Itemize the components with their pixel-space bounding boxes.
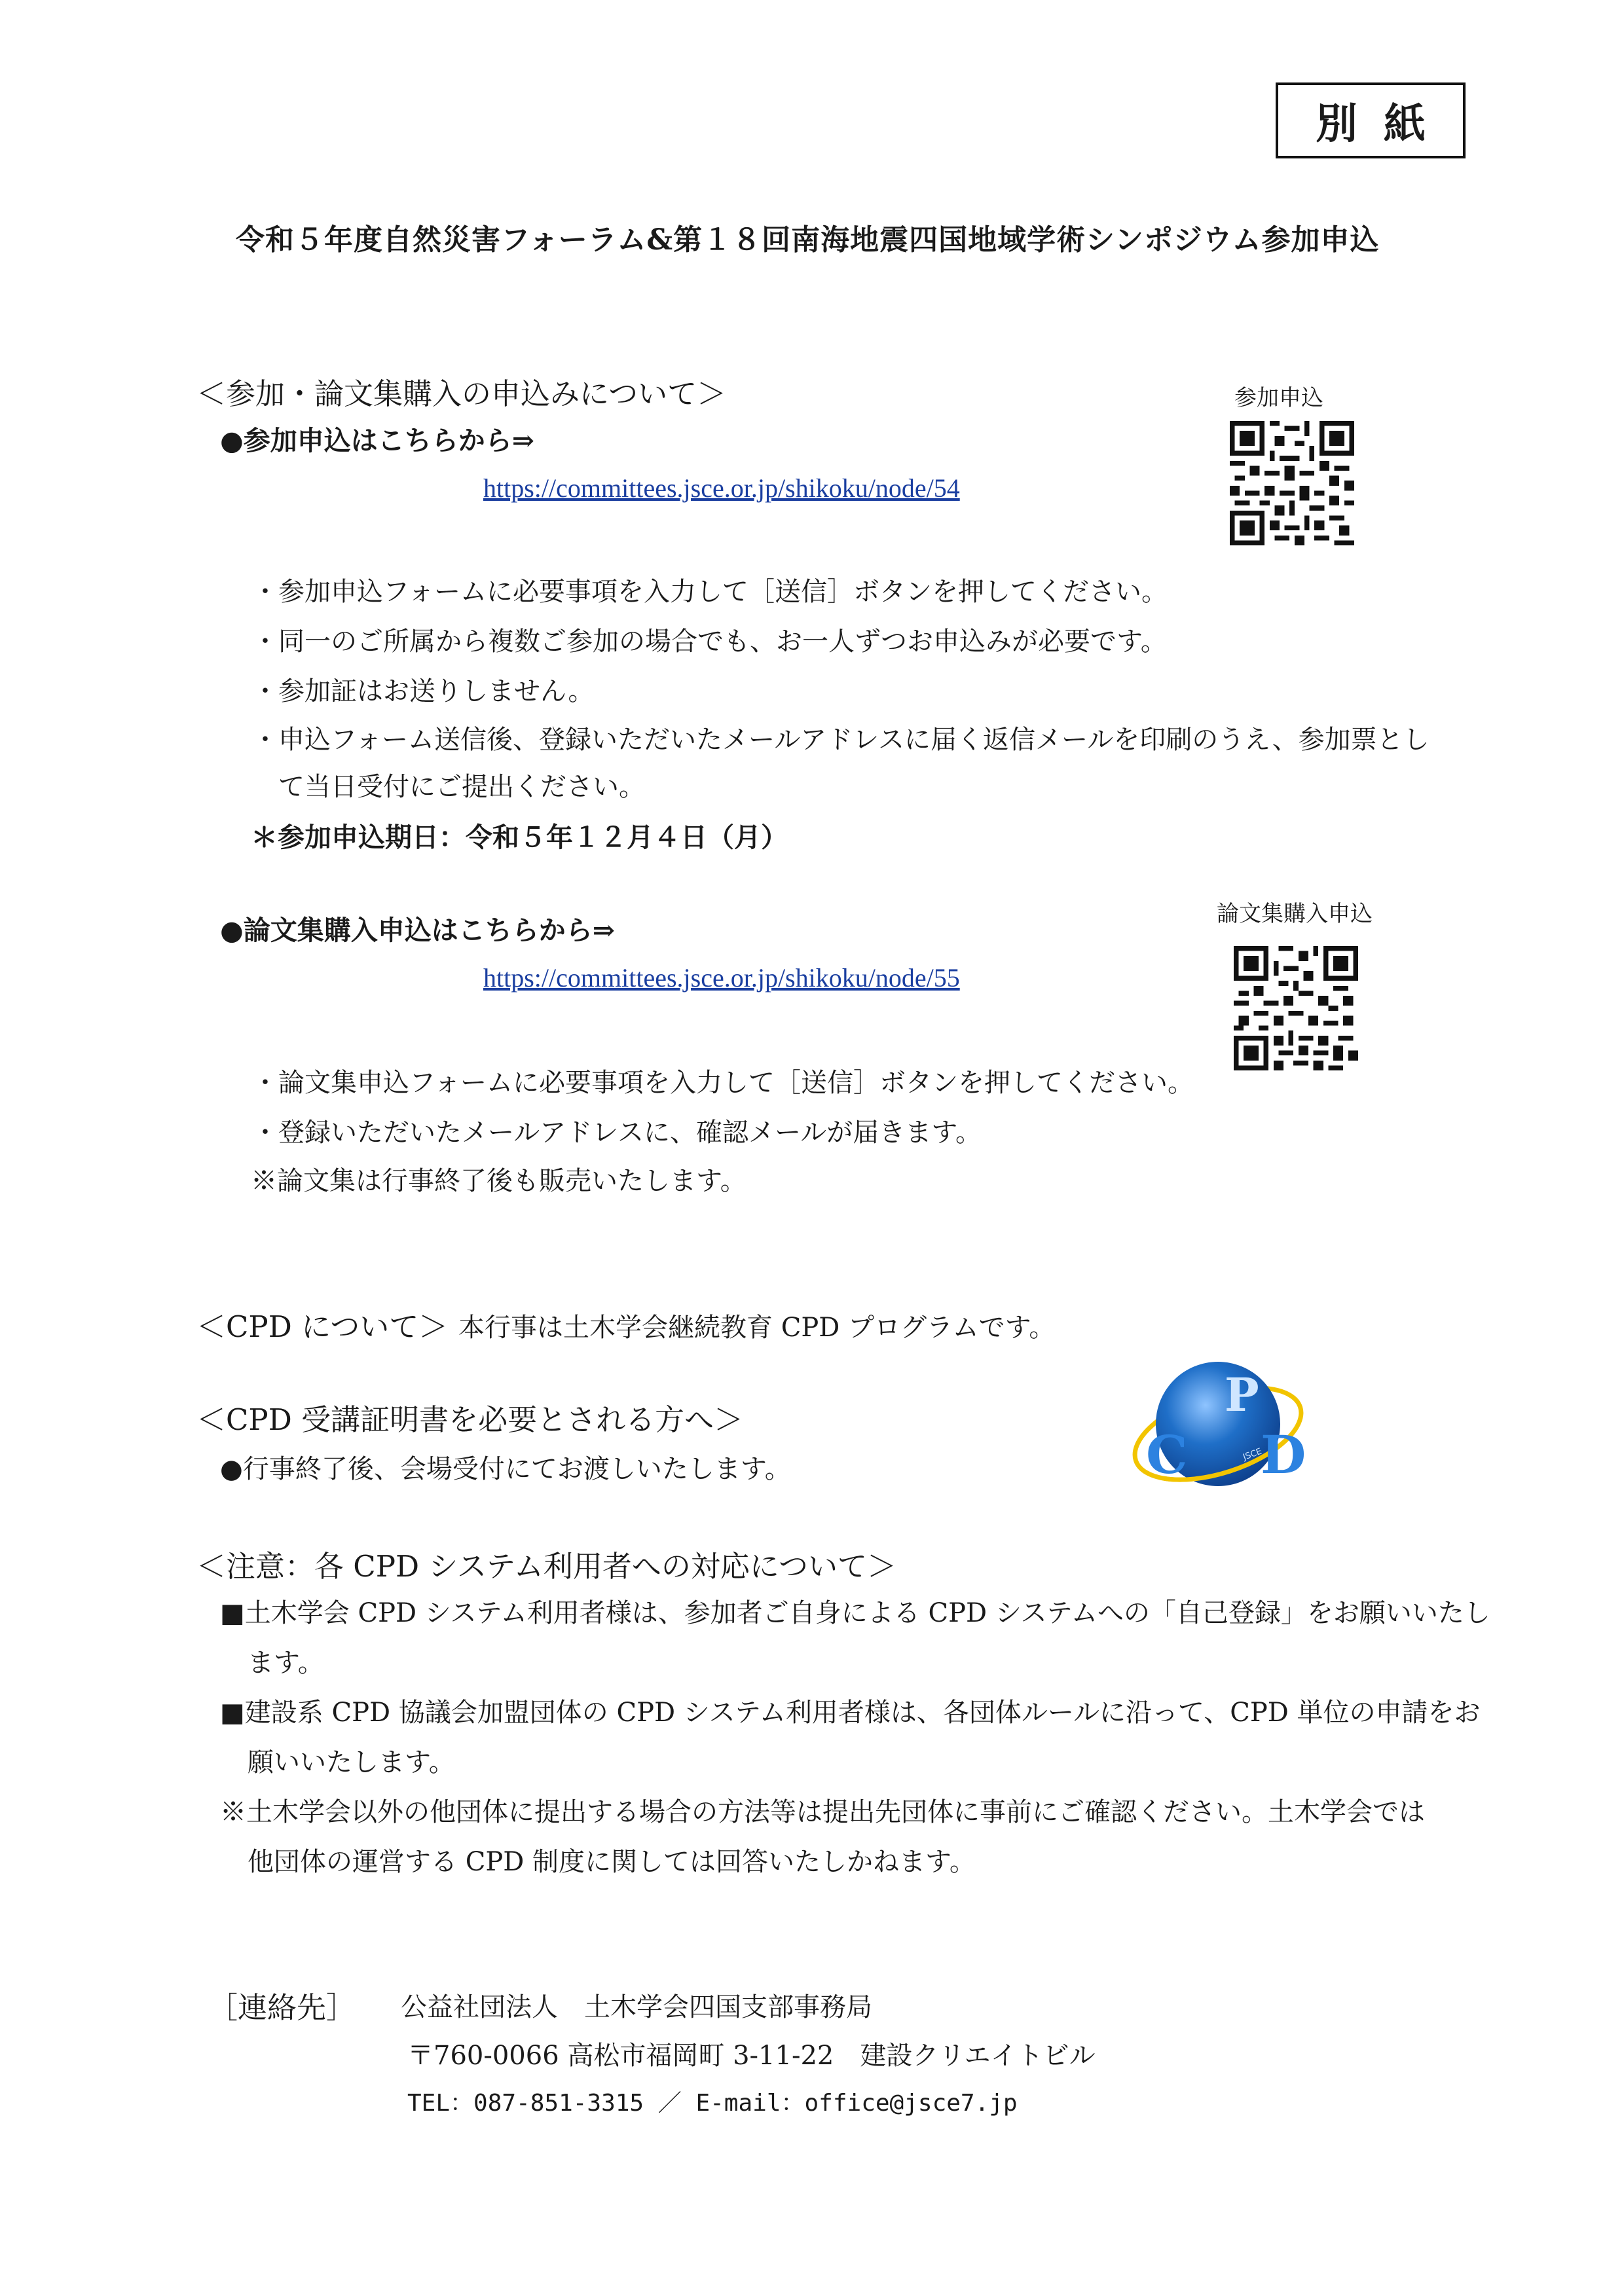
caution-line-6: 他団体の運営する CPD 制度に関しては回答いたしかねます。 bbox=[248, 1847, 976, 1877]
registration-note-4: ・申込フォーム送信後、登録いただいたメールアドレスに届く返信メールを印刷のうえ、参加票とし bbox=[252, 725, 1430, 755]
proceedings-note-2: ・登録いただいたメールアドレスに、確認メールが届きます。 bbox=[252, 1118, 982, 1148]
cpd-logo-letter-c: C bbox=[1146, 1424, 1188, 1485]
contact-label: ［連絡先］ bbox=[208, 1990, 356, 2025]
contact-org: 公益社団法人 土木学会四国支部事務局 bbox=[401, 1992, 872, 2022]
proceedings-qr-caption: 論文集購入申込 bbox=[1217, 901, 1373, 927]
registration-note-1: ・参加申込フォームに必要事項を入力して［送信］ボタンを押してください。 bbox=[252, 577, 1168, 607]
cpd-logo bbox=[1126, 1342, 1316, 1499]
cpd-cert-text: ●行事終了後、会場受付にてお渡しいたします。 bbox=[220, 1454, 791, 1484]
apply-qr-caption: 参加申込 bbox=[1234, 385, 1323, 411]
apply-qr-code[interactable] bbox=[1230, 421, 1354, 545]
cpd-logo-jsce: JSCE bbox=[1242, 1446, 1263, 1463]
proceedings-note-1: ・論文集申込フォームに必要事項を入力して［送信］ボタンを押してください。 bbox=[252, 1068, 1194, 1098]
cpd-logo-letter-p: P bbox=[1225, 1368, 1259, 1422]
proceedings-link[interactable]: https://committees.jsce.or.jp/shikoku/node/55 bbox=[483, 963, 960, 993]
registration-heading: ＜参加・論文集購入の申込みについて＞ bbox=[196, 376, 727, 411]
caution-line-4: 願いいたします。 bbox=[248, 1747, 455, 1777]
contact-address: 〒760-0066 高松市福岡町 3-11-22 建設クリエイトビル bbox=[407, 2041, 1096, 2071]
attachment-label: 別紙 bbox=[1276, 82, 1466, 158]
caution-line-2: ます。 bbox=[248, 1648, 324, 1678]
caution-line-5: ※土木学会以外の他団体に提出する場合の方法等は提出先団体に事前にご確認ください。土木学会では bbox=[220, 1797, 1425, 1827]
proceedings-qr-code[interactable] bbox=[1234, 946, 1358, 1070]
page-title: 令和５年度自然災害フォーラム&第１８回南海地震四国地域学術シンポジウム参加申込 bbox=[236, 223, 1380, 257]
caution-line-3: ■建設系 CPD 協議会加盟団体の CPD システム利用者様は、各団体ルールに沿って、CPD 単位の申請をお bbox=[220, 1698, 1481, 1728]
cpd-heading: ＜CPD について＞ bbox=[196, 1309, 449, 1344]
cpd-text: 本行事は土木学会継続教育 CPD プログラムです。 bbox=[458, 1313, 1056, 1343]
cpd-logo-letter-d: D bbox=[1261, 1424, 1306, 1485]
apply-link[interactable]: https://committees.jsce.or.jp/shikoku/node/54 bbox=[483, 473, 960, 503]
cpd-cert-heading: ＜CPD 受講証明書を必要とされる方へ＞ bbox=[196, 1402, 744, 1437]
contact-tel-email: TEL：087-851-3315 ／ E-mail：office@jsce7.jp bbox=[407, 2090, 1018, 2117]
caution-line-1: ■土木学会 CPD システム利用者様は、参加者ご自身による CPD システムへの「自己登録」をお願いいたし bbox=[220, 1598, 1490, 1628]
registration-note-3: ・参加証はお送りしません。 bbox=[252, 676, 595, 706]
registration-note-2: ・同一のご所属から複数ご参加の場合でも、お一人ずつお申込みが必要です。 bbox=[252, 627, 1167, 657]
registration-deadline: ＊参加申込期日：令和５年１２月４日（月） bbox=[251, 822, 788, 853]
caution-heading: ＜注意：各 CPD システム利用者への対応について＞ bbox=[196, 1549, 896, 1584]
proceedings-label: ●論文集購入申込はこちらから⇒ bbox=[220, 915, 616, 946]
apply-label: ●参加申込はこちらから⇒ bbox=[220, 425, 535, 456]
proceedings-note-3: ※論文集は行事終了後も販売いたします。 bbox=[251, 1166, 747, 1196]
registration-note-5: て当日受付にご提出ください。 bbox=[278, 772, 645, 802]
